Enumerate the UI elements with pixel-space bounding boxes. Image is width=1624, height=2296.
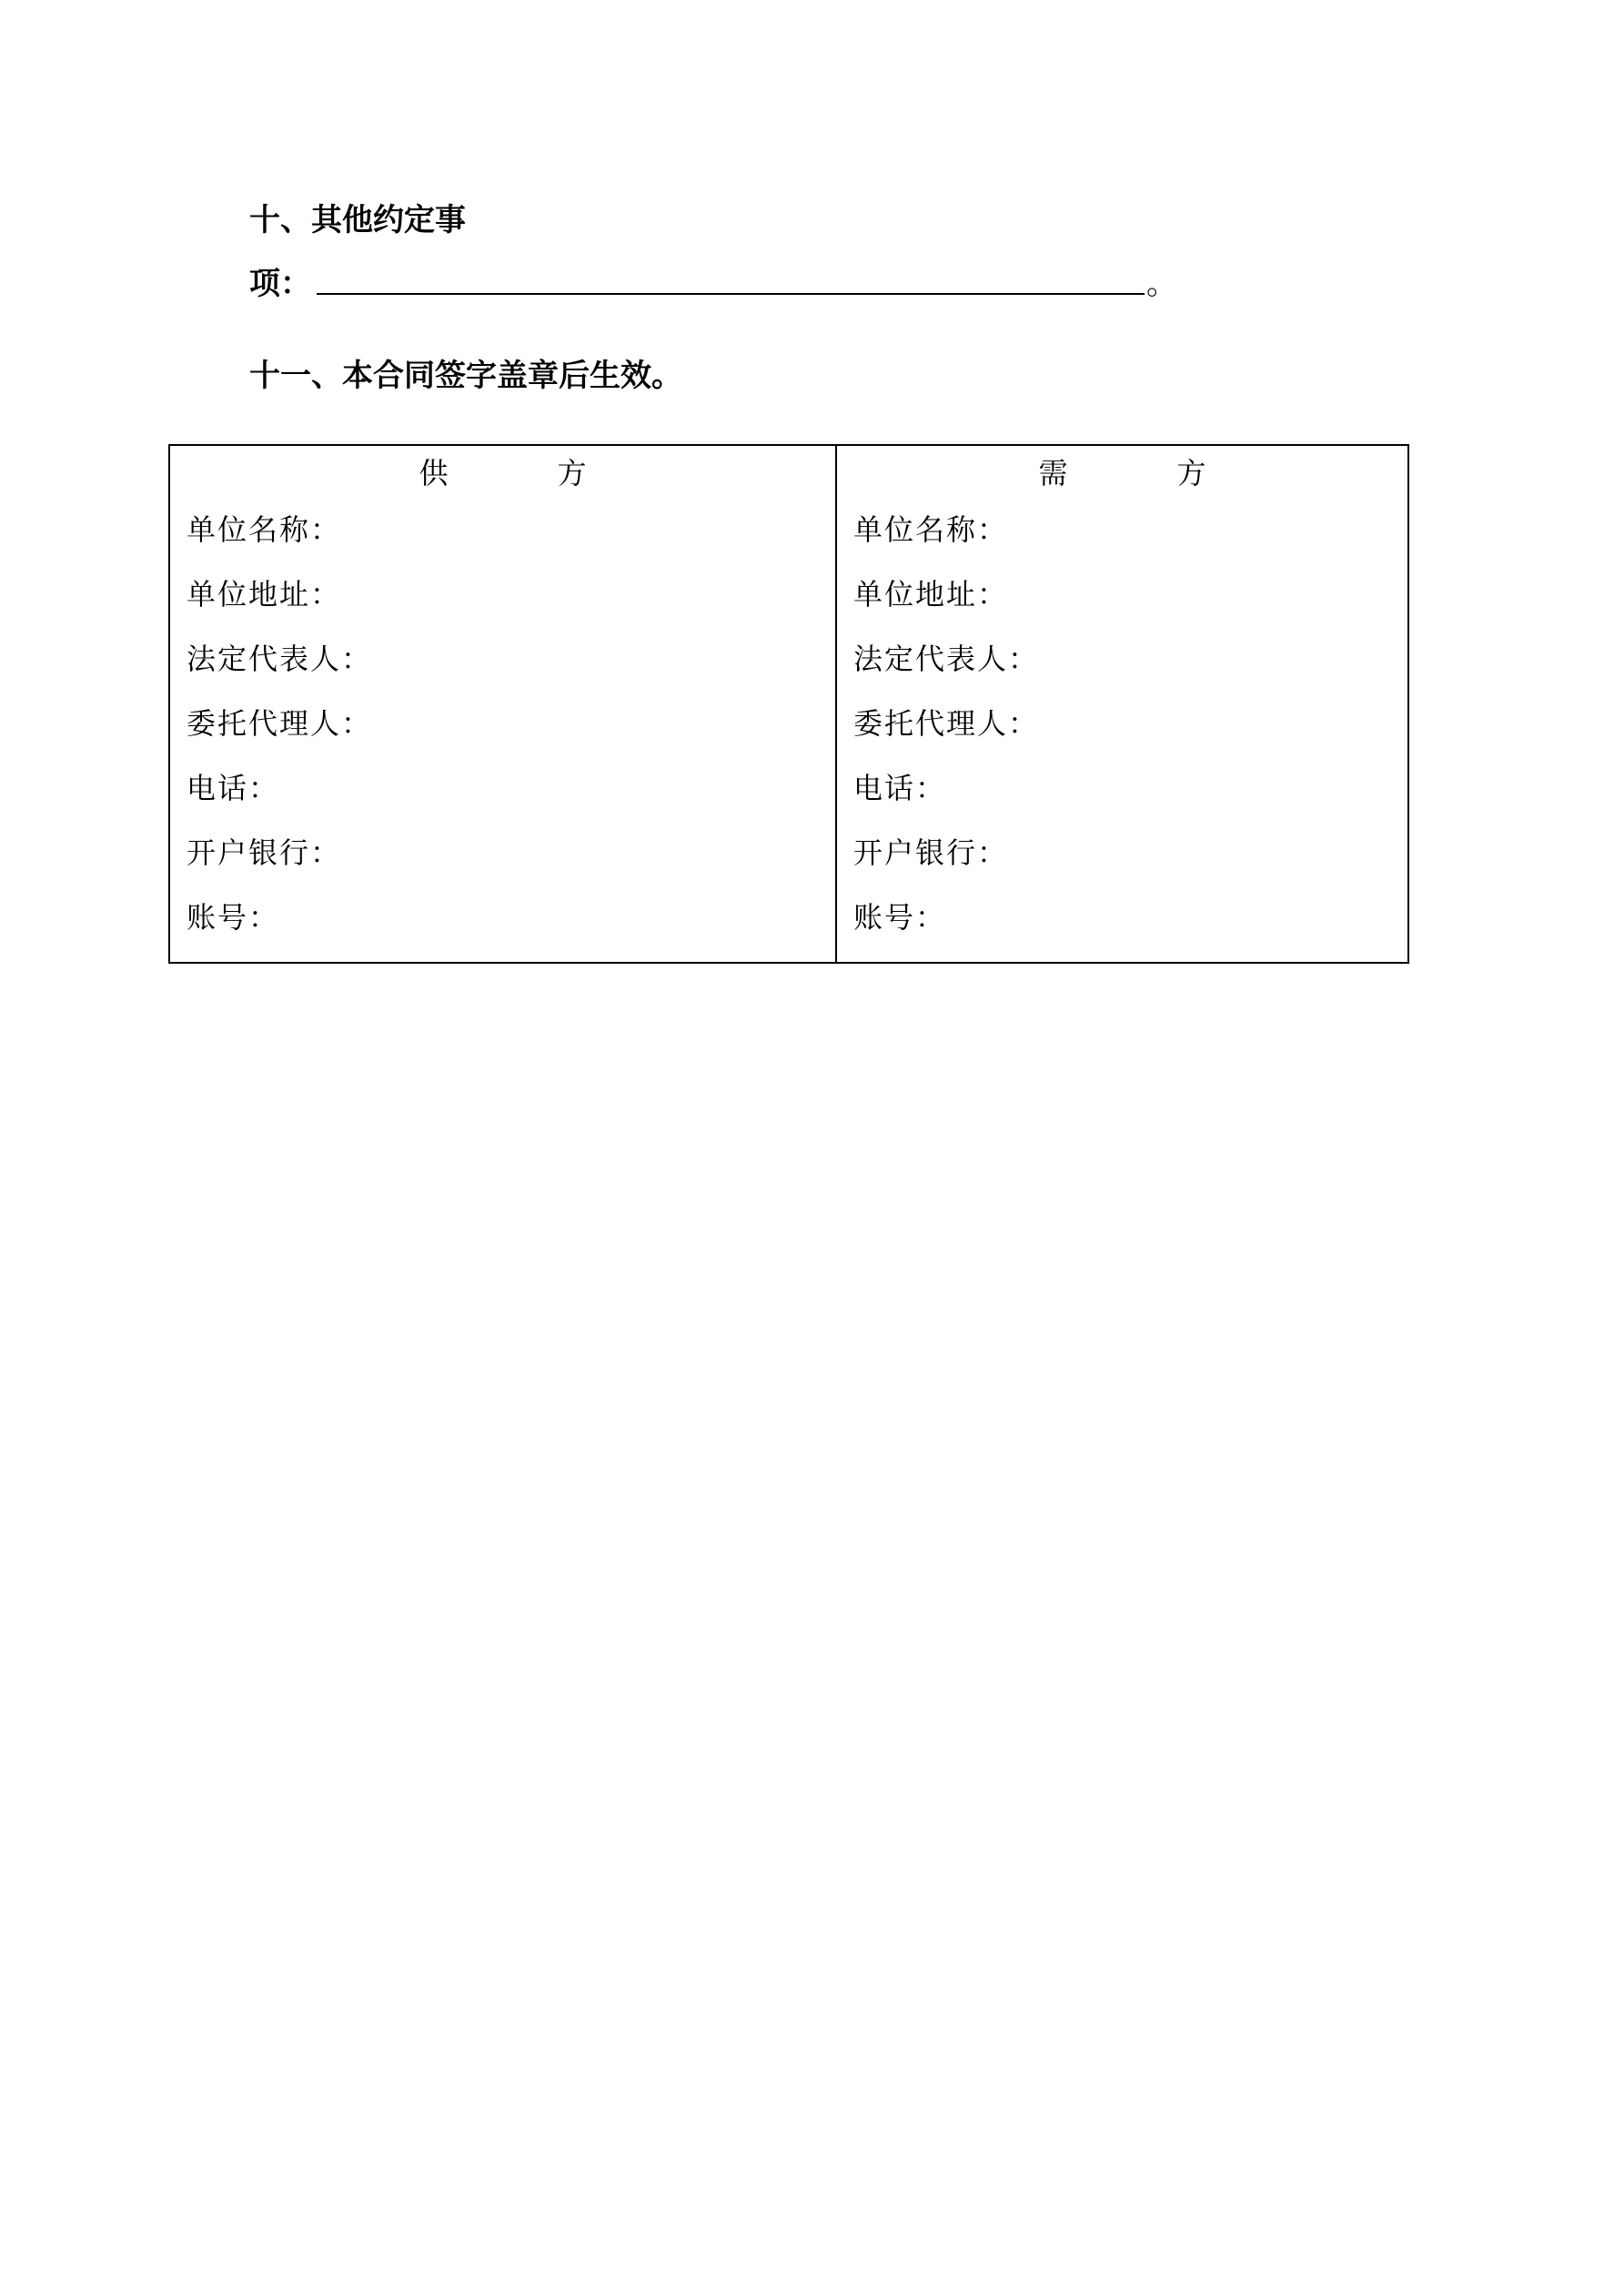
- section-11-text: 十一、本合同签字盖章后生效。: [249, 358, 682, 394]
- buyer-field-phone: 电话：: [853, 771, 947, 805]
- buyer-field-authorized-agent: 委托代理人：: [853, 706, 1040, 741]
- buyer-field-bank: 开户银行：: [853, 835, 1009, 870]
- supplier-field-legal-representative: 法定代表人：: [187, 642, 373, 676]
- buyer-field-legal-representative: 法定代表人：: [853, 642, 1040, 676]
- buyer-field-account-number: 账号：: [853, 900, 947, 935]
- supplier-field-bank: 开户银行：: [187, 835, 342, 870]
- supplier-header-char-2: 方: [557, 456, 587, 491]
- supplier-field-company-address: 单位地址：: [187, 577, 342, 612]
- supplier-header: [170, 455, 835, 491]
- parties-table: [168, 444, 1409, 964]
- buyer-column: [837, 446, 1407, 962]
- supplier-field-phone: 电话：: [187, 771, 280, 805]
- supplier-column: [170, 446, 837, 962]
- buyer-field-company-address: 单位地址：: [853, 577, 1009, 612]
- other-terms-blank-line[interactable]: [317, 262, 1145, 295]
- section-10-title: 十、其他约定事: [249, 202, 466, 238]
- buyer-field-list: [853, 511, 1039, 964]
- buyer-field-company-name: 单位名称：: [853, 512, 1009, 547]
- supplier-field-account-number: 账号：: [187, 900, 280, 935]
- supplier-field-list: [187, 511, 372, 964]
- buyer-header-char-2: 方: [1176, 456, 1206, 491]
- section-10-end-mark: 。: [1146, 266, 1177, 302]
- supplier-field-company-name: 单位名称：: [187, 512, 342, 547]
- buyer-header-char-1: 需: [1038, 456, 1068, 491]
- section-10-line: [249, 266, 1177, 302]
- supplier-field-authorized-agent: 委托代理人：: [187, 706, 373, 741]
- supplier-header-char-1: 供: [419, 456, 449, 491]
- buyer-header: [837, 455, 1407, 491]
- section-10-prefix: 项：: [249, 266, 311, 302]
